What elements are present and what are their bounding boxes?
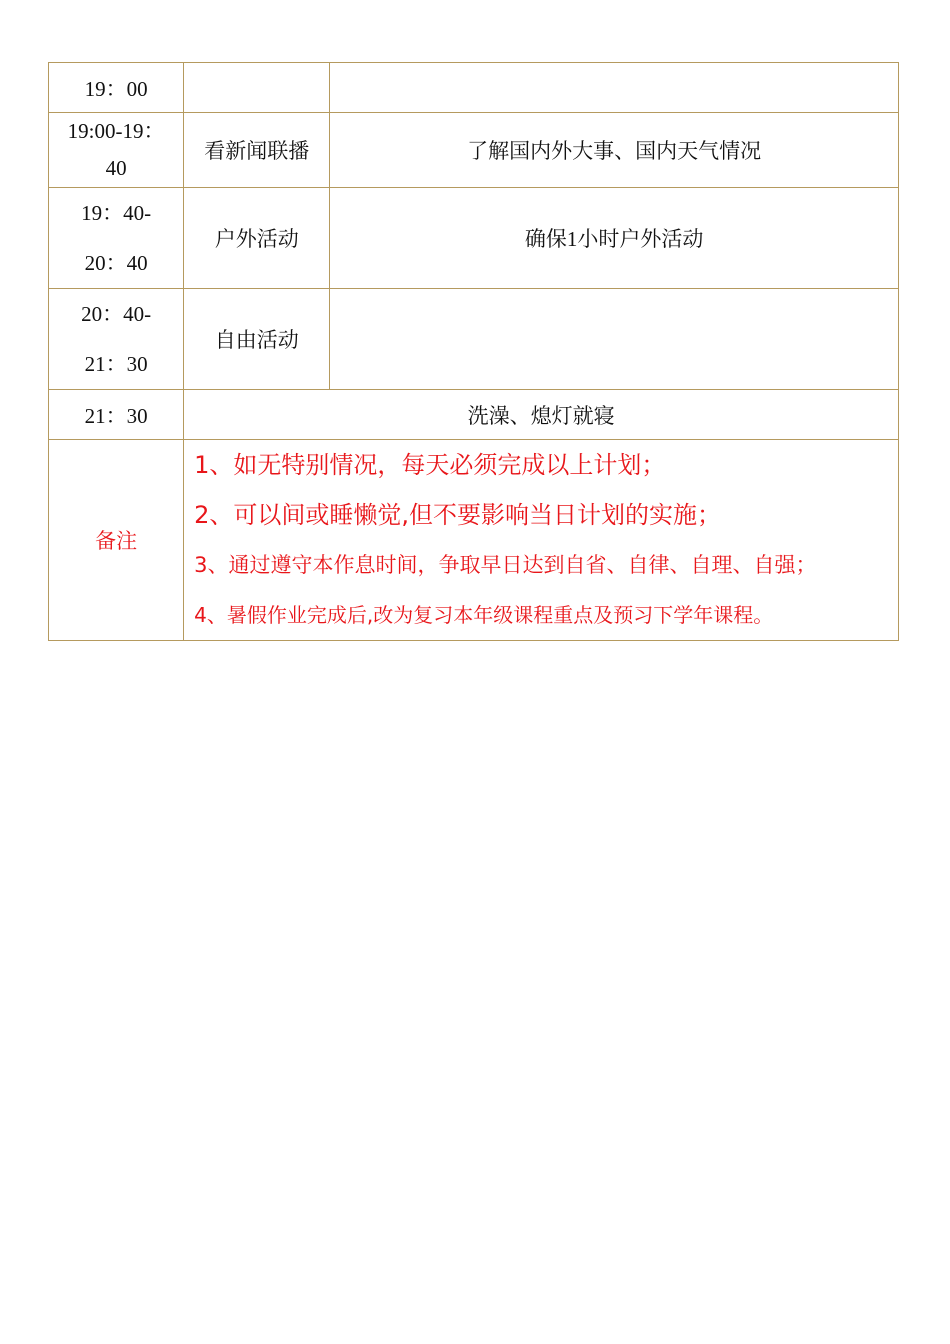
description-pre: 确保 bbox=[524, 227, 567, 251]
note-item: 4、暑假作业完成后,改为复习本年级课程重点及预习下学年课程。 bbox=[194, 603, 774, 627]
table-row bbox=[49, 289, 899, 390]
note-item: 1、如无特别情况，每天必须完成以上计划； bbox=[194, 451, 666, 479]
time-cell bbox=[49, 188, 184, 289]
time-range bbox=[66, 289, 166, 389]
table-row bbox=[49, 63, 899, 113]
table-row bbox=[49, 113, 899, 188]
table-row bbox=[49, 390, 899, 440]
time-end: 21：30 bbox=[84, 352, 148, 376]
activity-cell: 自由活动 bbox=[184, 289, 330, 390]
time-text: 21：30 bbox=[84, 403, 148, 428]
activity-cell bbox=[184, 63, 330, 113]
note-item: 3、通过遵守本作息时间，争取早日达到自省、自律、自理、自强； bbox=[194, 553, 817, 577]
merged-activity-cell: 洗澡、熄灯就寝 bbox=[184, 390, 899, 440]
description-cell bbox=[330, 63, 899, 113]
time-text: 19:00-19：40 bbox=[67, 119, 165, 180]
time-start: 20：40- bbox=[81, 302, 152, 326]
note-item: 2、可以间或睡懒觉,但不要影响当日计划的实施； bbox=[194, 501, 722, 529]
description-number: 1 bbox=[566, 227, 578, 251]
daily-schedule-table bbox=[48, 62, 899, 641]
description-cell: 了解国内外大事、国内天气情况 bbox=[330, 113, 899, 188]
activity-cell: 户外活动 bbox=[184, 188, 330, 289]
time-cell bbox=[49, 289, 184, 390]
time-start: 19：40- bbox=[81, 201, 152, 225]
time-range bbox=[66, 188, 166, 288]
description-cell bbox=[330, 188, 899, 289]
activity-cell: 看新闻联播 bbox=[184, 113, 330, 188]
time-cell bbox=[49, 390, 184, 440]
time-cell bbox=[49, 63, 184, 113]
description-cell bbox=[330, 289, 899, 390]
time-text: 19：00 bbox=[84, 76, 148, 101]
notes-row bbox=[49, 440, 899, 641]
time-end: 20：40 bbox=[84, 251, 148, 275]
description-post: 小时户外活动 bbox=[577, 227, 704, 251]
notes-label: 备注 bbox=[49, 440, 184, 641]
time-cell bbox=[49, 113, 184, 188]
notes-cell bbox=[184, 440, 899, 641]
table-row bbox=[49, 188, 899, 289]
